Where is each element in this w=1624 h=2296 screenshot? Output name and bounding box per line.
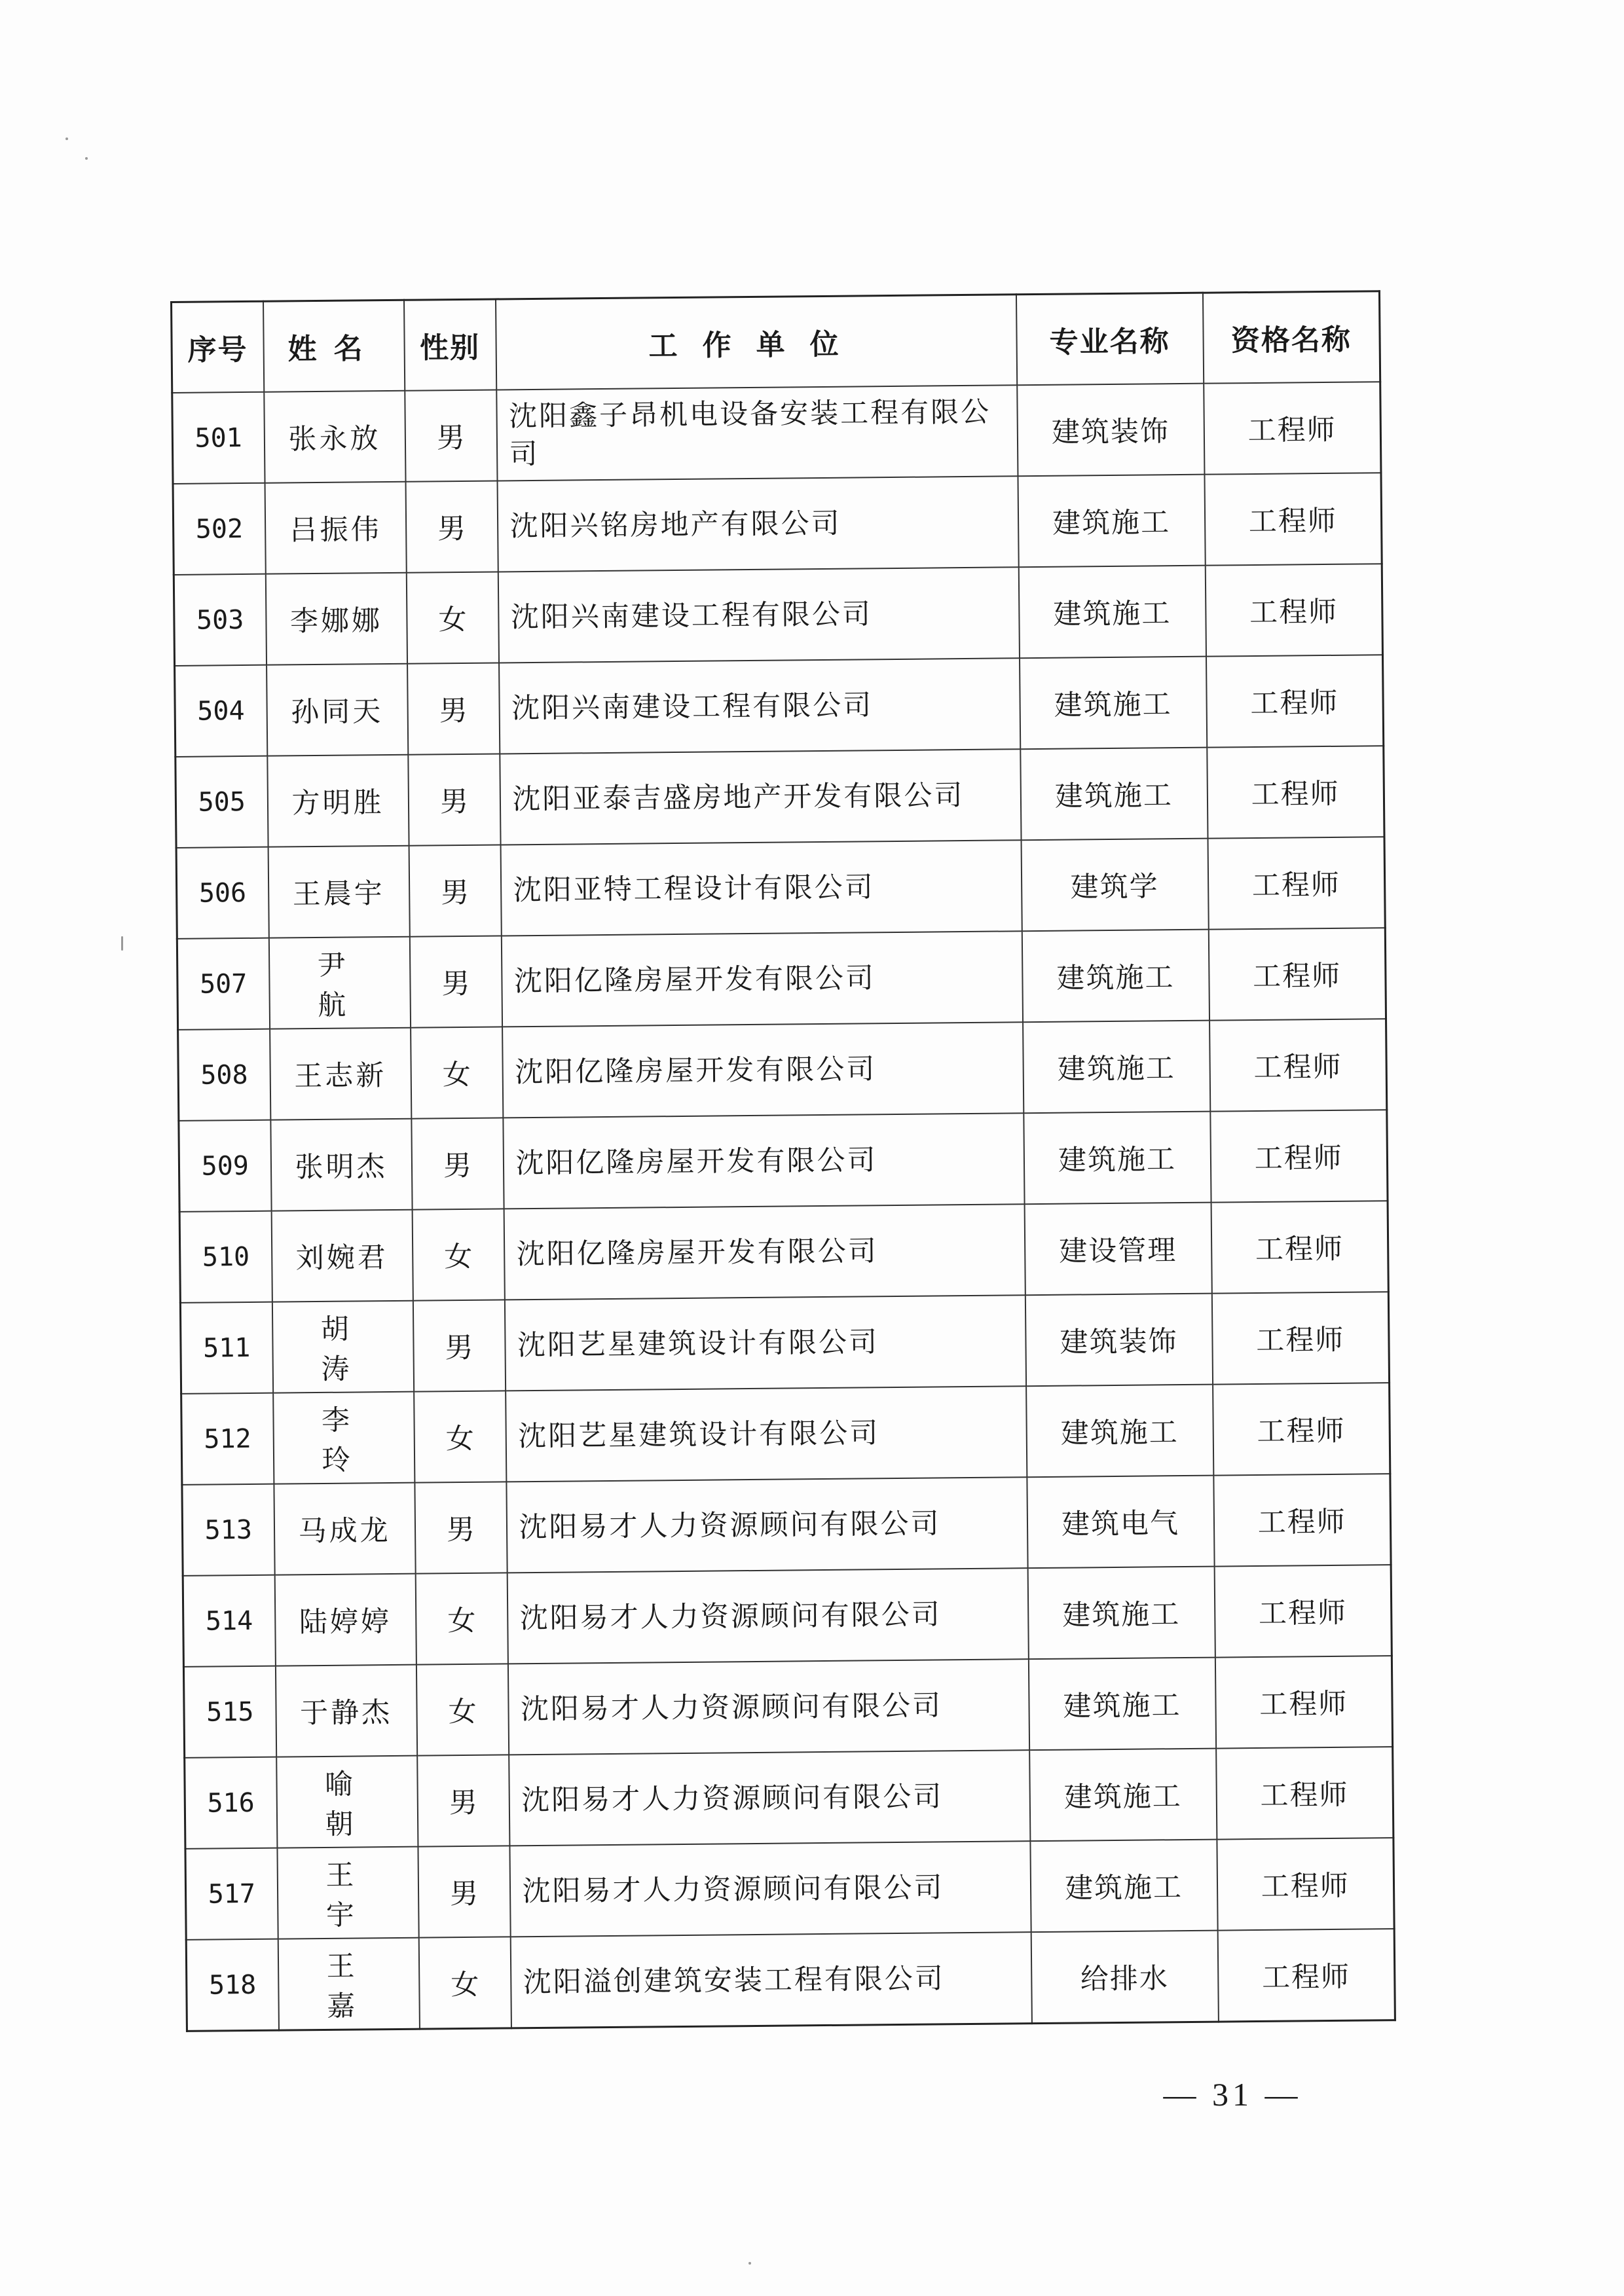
table-row [182, 1474, 1391, 1576]
cell-no: 505 [175, 756, 268, 848]
cell-sex: 女 [411, 1027, 503, 1118]
table-row [183, 1656, 1392, 1758]
scan-speck [748, 2262, 751, 2265]
cell-qualification: 工程师 [1208, 837, 1385, 929]
page-number: — 31 — [1163, 2076, 1302, 2113]
cell-sex: 男 [418, 1846, 510, 1937]
cell-name: 李娜娜 [265, 573, 407, 665]
cell-name: 张明杰 [270, 1119, 412, 1211]
cell-unit: 沈阳亚泰吉盛房地产开发有限公司 [500, 749, 1021, 845]
table-row [176, 837, 1385, 939]
cell-unit: 沈阳易才人力资源顾问有限公司 [507, 1659, 1029, 1755]
cell-major: 建筑电气 [1027, 1476, 1214, 1569]
cell-sex: 男 [411, 1118, 504, 1209]
cell-major: 建筑施工 [1028, 1658, 1215, 1751]
scan-speck [65, 137, 68, 140]
header-unit: 工作单位 [495, 295, 1016, 390]
cell-unit: 沈阳溢创建筑安装工程有限公司 [510, 1932, 1031, 2028]
cell-major: 给排水 [1031, 1931, 1218, 2024]
cell-unit: 沈阳易才人力资源顾问有限公司 [509, 1841, 1031, 1937]
cell-no: 502 [173, 483, 265, 575]
table-row [180, 1292, 1389, 1394]
roster-body [172, 382, 1395, 2031]
cell-no: 507 [177, 938, 269, 1030]
cell-no: 512 [181, 1393, 274, 1485]
cell-unit: 沈阳兴铭房地产有限公司 [497, 476, 1018, 572]
cell-qualification: 工程师 [1213, 1474, 1391, 1566]
cell-qualification: 工程师 [1209, 1019, 1387, 1111]
header-row [172, 291, 1380, 393]
cell-major: 建筑装饰 [1017, 384, 1204, 477]
cell-name: 于静杰 [275, 1665, 416, 1757]
cell-unit: 沈阳易才人力资源顾问有限公司 [506, 1477, 1027, 1573]
cell-sex: 男 [405, 481, 498, 572]
cell-unit: 沈阳鑫子昂机电设备安装工程有限公司 [496, 385, 1018, 481]
cell-qualification: 工程师 [1217, 1929, 1395, 2022]
cell-no: 517 [185, 1848, 278, 1940]
cell-major: 建筑施工 [1029, 1749, 1217, 1842]
cell-name: 王嘉 [278, 1938, 419, 2030]
cell-name: 王志新 [270, 1028, 411, 1120]
cell-qualification: 工程师 [1213, 1383, 1390, 1475]
cell-no: 506 [176, 847, 268, 939]
table-row [186, 1929, 1395, 2031]
cell-major: 建设管理 [1024, 1203, 1211, 1296]
cell-major: 建筑施工 [1030, 1840, 1217, 1933]
table-row [172, 382, 1381, 484]
cell-sex: 男 [413, 1300, 505, 1391]
cell-sex: 男 [405, 390, 497, 481]
cell-qualification: 工程师 [1205, 564, 1382, 656]
table-row [175, 655, 1384, 757]
cell-major: 建筑施工 [1018, 475, 1205, 568]
header-sex: 性别 [403, 299, 496, 391]
cell-sex: 女 [416, 1664, 508, 1755]
table-row [175, 746, 1384, 848]
table-row [179, 1110, 1388, 1212]
cell-unit: 沈阳亿隆房屋开发有限公司 [503, 1113, 1024, 1209]
table-row [185, 1838, 1394, 1940]
cell-qualification: 工程师 [1204, 382, 1381, 474]
cell-qualification: 工程师 [1207, 746, 1384, 838]
cell-no: 511 [180, 1302, 272, 1394]
cell-unit: 沈阳易才人力资源顾问有限公司 [507, 1568, 1028, 1664]
cell-qualification: 工程师 [1210, 1110, 1388, 1202]
cell-major: 建筑施工 [1023, 1021, 1210, 1114]
cell-name: 尹航 [268, 937, 410, 1029]
cell-no: 510 [179, 1211, 272, 1303]
cell-name: 王宇 [277, 1847, 418, 1939]
cell-name: 李玲 [273, 1392, 415, 1484]
cell-major: 建筑学 [1021, 839, 1208, 932]
cell-name: 胡涛 [272, 1301, 413, 1393]
cell-qualification: 工程师 [1217, 1838, 1394, 1930]
header-major: 专业名称 [1016, 293, 1203, 385]
header-qualification: 资格名称 [1202, 291, 1380, 384]
cell-sex: 男 [407, 663, 500, 754]
table-row [177, 928, 1386, 1030]
cell-qualification: 工程师 [1216, 1747, 1393, 1839]
cell-qualification: 工程师 [1204, 473, 1382, 565]
cell-no: 516 [185, 1757, 277, 1849]
cell-qualification: 工程师 [1208, 928, 1386, 1020]
cell-sex: 女 [406, 572, 498, 663]
cell-sex: 男 [417, 1755, 509, 1846]
cell-name: 孙同天 [267, 664, 408, 756]
table-row [179, 1201, 1388, 1303]
cell-no: 503 [174, 574, 266, 666]
cell-sex: 男 [415, 1482, 507, 1573]
cell-unit: 沈阳艺星建筑设计有限公司 [506, 1386, 1027, 1482]
cell-sex: 男 [408, 754, 500, 845]
table-row [185, 1747, 1393, 1849]
cell-major: 建筑施工 [1022, 930, 1209, 1023]
table-row [183, 1565, 1392, 1667]
cell-sex: 男 [409, 936, 502, 1027]
cell-qualification: 工程师 [1215, 1656, 1392, 1748]
cell-name: 马成龙 [274, 1483, 415, 1575]
cell-qualification: 工程师 [1211, 1292, 1389, 1384]
cell-unit: 沈阳易才人力资源顾问有限公司 [509, 1750, 1030, 1846]
cell-major: 建筑施工 [1024, 1112, 1211, 1205]
cell-major: 建筑施工 [1018, 566, 1206, 659]
cell-name: 刘婉君 [271, 1210, 413, 1302]
cell-sex: 女 [418, 1937, 511, 2029]
scan-speck [121, 936, 123, 951]
cell-qualification: 工程师 [1206, 655, 1383, 747]
header-name: 姓名 [263, 300, 405, 392]
cell-no: 504 [175, 665, 267, 757]
cell-major: 建筑装饰 [1025, 1294, 1212, 1387]
cell-name: 方明胜 [267, 755, 409, 847]
scan-speck [85, 157, 88, 160]
header-no: 序号 [172, 301, 264, 393]
roster-sheet [170, 290, 1394, 2032]
table-row [174, 564, 1382, 666]
cell-major: 建筑施工 [1026, 1385, 1213, 1478]
cell-unit: 沈阳亚特工程设计有限公司 [500, 840, 1022, 936]
cell-major: 建筑施工 [1020, 657, 1207, 750]
cell-sex: 女 [414, 1391, 506, 1482]
cell-no: 508 [178, 1029, 270, 1121]
cell-unit: 沈阳兴南建设工程有限公司 [499, 658, 1020, 754]
cell-unit: 沈阳艺星建筑设计有限公司 [504, 1295, 1025, 1391]
cell-major: 建筑施工 [1020, 748, 1208, 841]
cell-unit: 沈阳亿隆房屋开发有限公司 [501, 931, 1022, 1027]
cell-name: 王晨宇 [268, 846, 409, 938]
cell-no: 513 [182, 1484, 274, 1576]
cell-unit: 沈阳兴南建设工程有限公司 [498, 567, 1019, 663]
cell-no: 509 [179, 1120, 271, 1212]
roster-table [170, 290, 1396, 2032]
cell-no: 514 [183, 1575, 275, 1667]
cell-name: 张永放 [264, 391, 405, 483]
cell-no: 518 [186, 1939, 278, 2032]
cell-unit: 沈阳亿隆房屋开发有限公司 [504, 1204, 1025, 1300]
cell-no: 501 [172, 392, 265, 484]
cell-name: 吕振伟 [265, 482, 406, 574]
cell-no: 515 [183, 1666, 276, 1758]
cell-major: 建筑施工 [1027, 1567, 1215, 1660]
cell-qualification: 工程师 [1211, 1201, 1388, 1293]
cell-name: 陆婷婷 [274, 1574, 416, 1666]
cell-sex: 男 [409, 845, 501, 936]
cell-name: 喻朝 [276, 1756, 418, 1848]
table-row [178, 1019, 1387, 1121]
table-row [181, 1383, 1390, 1485]
cell-unit: 沈阳亿隆房屋开发有限公司 [502, 1022, 1024, 1118]
cell-qualification: 工程师 [1214, 1565, 1392, 1657]
cell-sex: 女 [412, 1209, 504, 1300]
table-row [173, 473, 1382, 575]
cell-sex: 女 [415, 1573, 507, 1664]
